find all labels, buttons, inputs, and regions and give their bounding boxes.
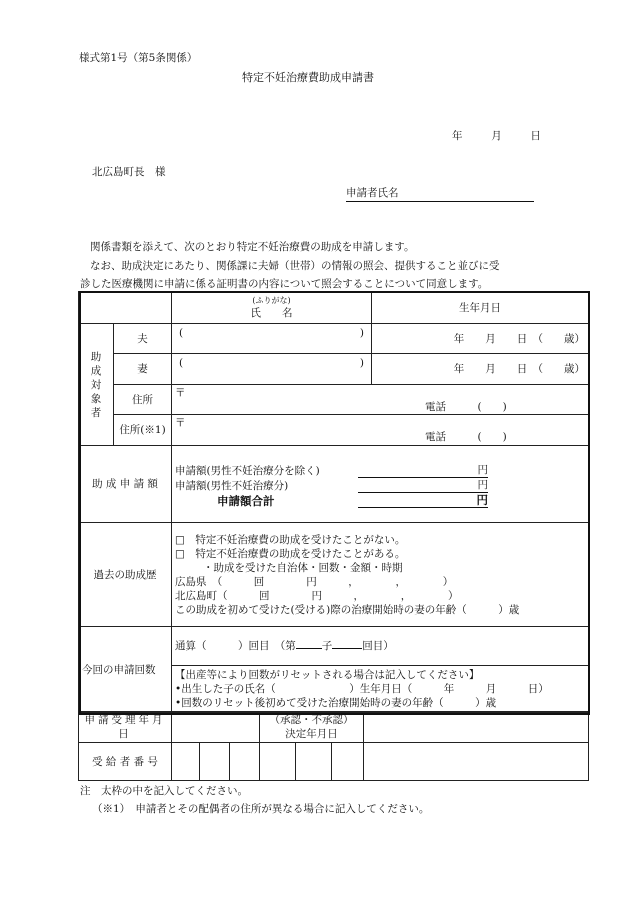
grant-amount-2[interactable] (358, 478, 488, 493)
grant-label: 助 成 申 請 額 (79, 446, 172, 523)
reset-title: 【出産等により回数がリセットされる場合は記入してください】 (175, 669, 480, 681)
subjects-char: 者 (90, 406, 102, 419)
reset-wife-age[interactable]: •回数のリセット後初めて受けた治療開始時の妻の年齢（ ）歳 (175, 697, 497, 709)
paren: ) (359, 326, 364, 339)
grant-total-amount[interactable] (358, 493, 488, 508)
application-table (78, 291, 589, 713)
address2-label: 住所(※1) (114, 415, 172, 446)
count-number-field[interactable] (332, 648, 362, 649)
phone-field-2: 電話 ( ) (425, 431, 507, 443)
history-age[interactable]: この助成を初めて受けた(受ける)際の治療開始時の妻の年齢（ ）歳 (175, 603, 520, 616)
wife-label: 妻 (114, 354, 172, 385)
husband-birth-field[interactable] (372, 324, 589, 354)
address2-field[interactable] (172, 415, 589, 446)
intro-line-3: 診した医療機関に申請に係る証明書の内容について照会することについて同意します。 (80, 278, 489, 290)
birth-header: 生年月日 (372, 292, 589, 324)
intro-line-1: 関係書類を添えて、次のとおり特定不妊治療費の助成を申請します。 (90, 241, 415, 253)
decision-date-header (260, 712, 364, 743)
address-field[interactable] (172, 385, 589, 415)
grant-line-2: 申請額(男性不妊治療分) (175, 479, 289, 492)
received-date-field[interactable] (172, 712, 260, 743)
decision-date-label: 決定年月日 (285, 728, 338, 740)
subjects-char: 象 (90, 392, 102, 405)
husband-label: 夫 (114, 324, 172, 354)
applicant-name-label: 申請者氏名 (346, 187, 399, 199)
history-option-received[interactable]: □ 特定不妊治療費の助成を受けたことがある。 (175, 547, 406, 560)
count-end-label: 回目） (362, 640, 394, 652)
history-label: 過去の助成歴 (79, 523, 172, 627)
recipient-digit-7[interactable] (364, 743, 589, 781)
address-label: 住所 (114, 385, 172, 415)
yen-label: 円 (477, 478, 488, 491)
date-month: 月 (491, 130, 502, 142)
approval-label: （承認・不承認） (269, 714, 354, 726)
paren: ) (359, 357, 364, 369)
yen-label: 円 (476, 492, 488, 507)
recipient-digit-2[interactable] (200, 743, 230, 781)
history-cell[interactable] (172, 523, 589, 627)
history-sub-label: ・助成を受けた自治体・回数・金額・時期 (203, 561, 403, 574)
reset-child-info[interactable]: •出生した子の氏名（ ）生年月日（ 年 月 日） (175, 683, 549, 695)
postal-mark: 〒 (175, 386, 186, 399)
count-line: 通算（ ）回目 （第 (175, 640, 296, 652)
header-blank-cell (79, 292, 172, 324)
subjects-label (79, 324, 114, 446)
name-header-label: 氏 名 (250, 306, 293, 319)
grant-line-1: 申請額(男性不妊治療分を除く) (175, 464, 320, 477)
recipient-number-label: 受 給 者 番 号 (79, 743, 172, 781)
count-cell[interactable] (172, 627, 589, 666)
name-header (172, 292, 372, 324)
reset-cell[interactable] (172, 666, 589, 713)
recipient-digit-3[interactable] (230, 743, 260, 781)
paren: ( (179, 326, 184, 339)
furigana-label: (ふりがな) (252, 295, 291, 305)
grant-amount-1[interactable] (358, 463, 488, 478)
husband-birth-line: 年 月 日 （ 歳） (453, 332, 585, 345)
received-date-label: 申請受理年月日 (79, 712, 172, 743)
history-kitahiroshima[interactable]: 北広島町（ 回 円 ， ， ） (175, 589, 459, 602)
recipient-digit-6[interactable] (332, 743, 364, 781)
addressee: 北広島町長 様 (92, 166, 166, 178)
date-year: 年 (452, 130, 463, 142)
subjects-char: 成 (90, 364, 102, 377)
history-option-none[interactable]: □ 特定不妊治療費の助成を受けたことがない。 (175, 533, 406, 546)
count-child-field[interactable] (296, 648, 322, 649)
date-day: 日 (530, 130, 541, 142)
wife-name-field[interactable] (172, 354, 372, 385)
paren: ( (179, 357, 184, 369)
count-label: 今回の申請回数 (79, 627, 172, 713)
postal-mark: 〒 (175, 417, 186, 429)
decision-date-field[interactable] (364, 712, 589, 743)
wife-birth-field[interactable] (372, 354, 589, 385)
applicant-name-field[interactable] (346, 185, 534, 202)
note-bold-frame: 注 太枠の中を記入してください。 (80, 785, 248, 797)
history-hiroshima[interactable]: 広島県 （ 回 円 ， ， ） (175, 575, 454, 588)
husband-name-field[interactable] (172, 324, 372, 354)
note-address: （※1） 申請者とその配偶者の住所が異なる場合に記入してください。 (92, 803, 430, 815)
yen-label: 円 (477, 463, 488, 476)
recipient-digit-5[interactable] (296, 743, 332, 781)
grant-total-label: 申請額合計 (217, 493, 275, 508)
grant-amount-cell[interactable] (172, 446, 589, 523)
subjects-char: 助 (90, 350, 102, 363)
form-number: 様式第1号（第5条関係） (79, 52, 198, 64)
count-child-label: 子 (321, 640, 333, 652)
submission-date (452, 128, 541, 143)
office-use-table (78, 711, 589, 781)
recipient-digit-4[interactable] (260, 743, 296, 781)
wife-birth-line: 年 月 日 （ 歳） (453, 363, 585, 375)
recipient-digit-1[interactable] (172, 743, 200, 781)
form-title: 特定不妊治療費助成申請書 (242, 71, 374, 84)
intro-line-2: なお、助成決定にあたり、関係課に夫婦（世帯）の情報の照会、提供すること並びに受 (90, 260, 500, 272)
subjects-char: 対 (90, 378, 102, 391)
phone-field: 電話 ( ) (425, 400, 507, 413)
